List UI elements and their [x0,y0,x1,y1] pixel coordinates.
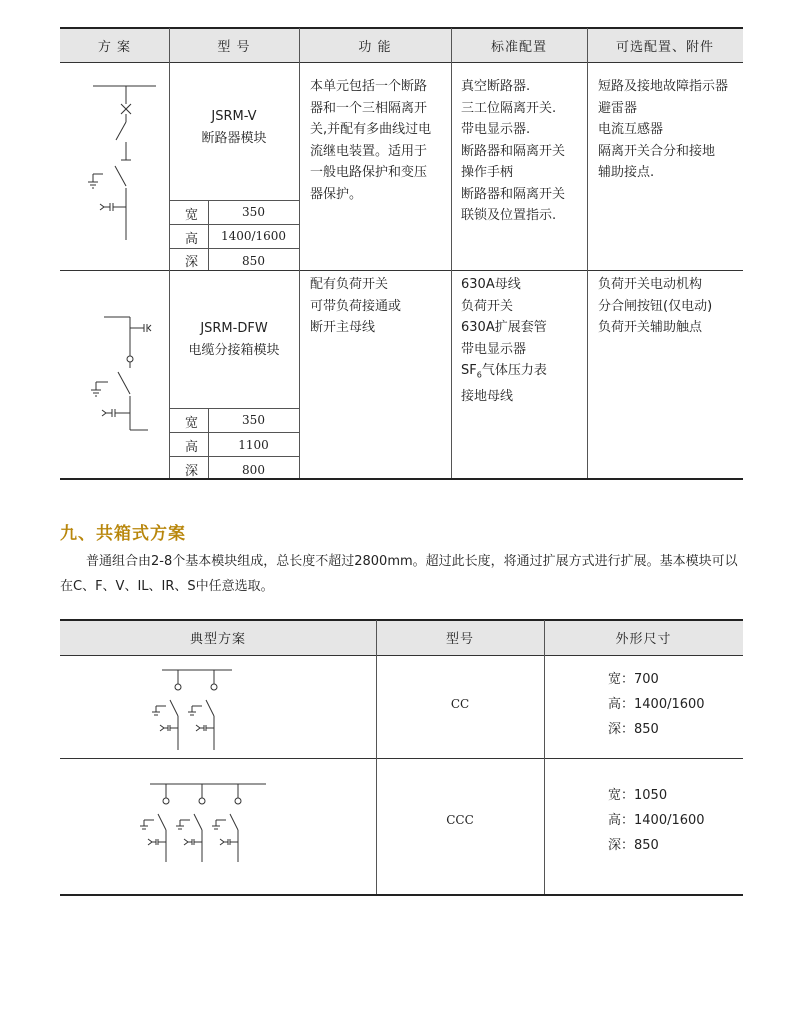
dim-value-depth: 800 [242,463,265,477]
model-jsrm-dfw: JSRM-DFW 电缆分接箱模块 [188,321,280,358]
standard-item: $SF_6$气体压力表 [461,363,547,380]
schematic-cc [140,660,260,756]
dim-label-depth: 深 [185,255,199,270]
dim-value-width: 350 [242,413,265,427]
header-optional: 可选配置、附件 [615,39,714,55]
model-jsrm-v: JSRM-V 断路器模块 [201,109,267,146]
optional-config-text: 负荷开关电动机构 分合闸按钮(仅电动) 负荷开关辅助触点 [598,277,713,335]
dimension-height: 高：1400/1600 [608,697,705,712]
dim-value-depth: 850 [242,254,265,268]
dim-label-width: 宽 [185,416,199,431]
dimensions-ccc [608,783,705,858]
schematic-jsrm-dfw [60,272,170,482]
dim-label-height: 高 [185,232,199,247]
header-model: 型 号 [217,39,251,55]
dim-label-width: 宽 [185,208,199,223]
dim-value-height: 1100 [238,438,269,452]
header-model: 型号 [445,632,474,647]
schematic-ccc [120,774,280,870]
function-text: 配有负荷开关 可带负荷接通或 断开主母线 [310,277,402,335]
standard-config-text: 真空断路器. 三工位隔离开关. 带电显示器. 断路器和隔离开关 操作手柄 断路器和隔离开关 联锁及位置指示. [461,79,566,223]
dim-label-depth: 深 [185,464,199,479]
header-typical-scheme: 典型方案 [189,632,246,647]
header-scheme: 方 案 [97,39,132,55]
model-ccc: CCC [446,813,474,827]
standard-config-list [461,274,586,408]
dimension-depth: 深：850 [608,722,659,737]
dimension-width: 宽：1050 [608,788,668,803]
function-text: 本单元包括一个断路 器和一个三相隔离开 关,并配有多曲线过电 流继电装置。适用于 一般电路保护和变压 器保护。 [310,79,432,202]
dimension-width: 宽：700 [608,672,659,687]
dimensions-cc [608,667,705,742]
dim-value-width: 350 [242,205,265,219]
standard-item: 带电显示器 [461,341,527,357]
standard-item: 负荷开关 [461,298,514,314]
dimension-depth: 深：850 [608,838,659,853]
header-standard: 标准配置 [490,39,547,55]
table-1-header [60,28,743,62]
schematic-jsrm-v [60,70,170,270]
dimension-height: 高：1400/1600 [608,813,705,828]
section-paragraph: 普通组合由2-8个基本模块组成，总长度不超过2800mm。超过此长度，将通过扩展方式进行扩展。基本模块可以在C、F、V、IL、IR、S中任意选取。 [60,554,738,594]
standard-item: 630A母线 [461,277,521,292]
section-title: 九、共箱式方案 [60,524,186,544]
standard-item: 630A扩展套管 [461,320,547,335]
dim-label-height: 高 [185,440,199,455]
standard-item: 接地母线 [461,389,514,405]
table-2-header [60,620,743,655]
optional-config-text: 短路及接地故障指示器 避雷器 电流互感器 隔离开关合分和接地 辅助接点. [598,79,729,180]
header-dimensions: 外形尺寸 [615,632,672,647]
dim-value-height: 1400/1600 [220,229,287,243]
header-function: 功 能 [358,39,392,55]
model-cc: CC [450,697,470,711]
